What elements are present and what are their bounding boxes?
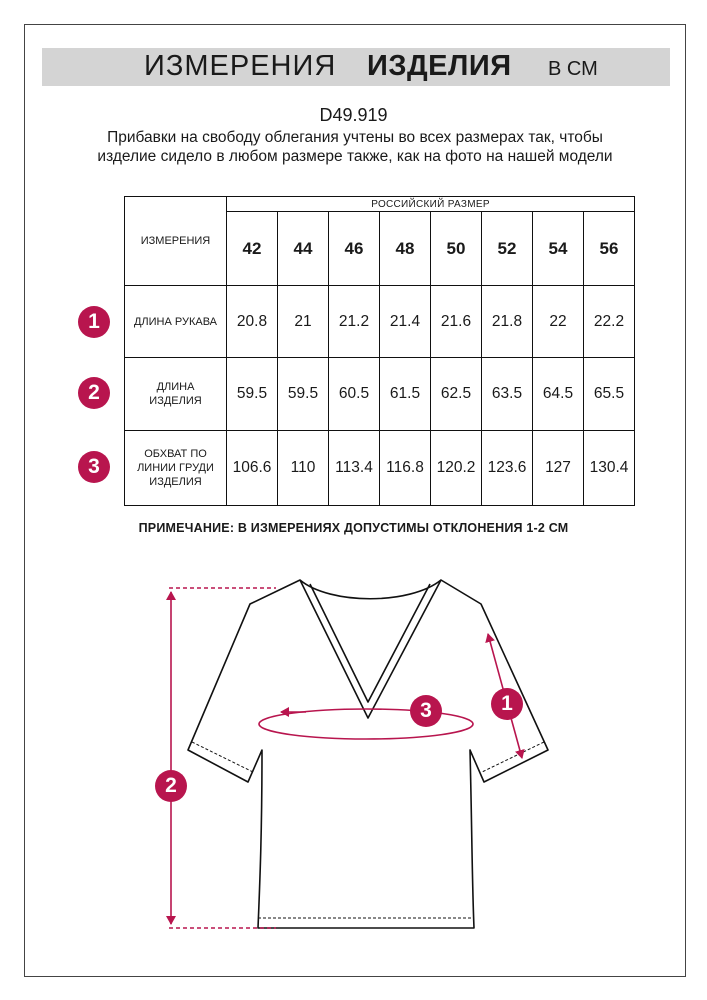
row-badge-3: 3 xyxy=(78,451,110,483)
table-cell: 22 xyxy=(533,286,584,358)
table-cell: 21.4 xyxy=(380,286,431,358)
size-group-header: РОССИЙСКИЙ РАЗМЕР xyxy=(227,197,635,212)
diagram-badge-3: 3 xyxy=(410,695,442,727)
measure-lines xyxy=(169,588,522,928)
size-header: 42 xyxy=(227,212,278,286)
row-label-garment-length: ДЛИНА ИЗДЕЛИЯ xyxy=(125,358,227,431)
table-cell: 20.8 xyxy=(227,286,278,358)
tshirt-outline xyxy=(188,580,548,928)
table-cell: 61.5 xyxy=(380,358,431,431)
table-cell: 110 xyxy=(278,431,329,506)
size-header: 56 xyxy=(584,212,635,286)
article-code: D49.919 xyxy=(319,105,388,125)
title-part2: ИЗДЕЛИЯ xyxy=(367,50,512,82)
table-cell: 106.6 xyxy=(227,431,278,506)
size-header: 52 xyxy=(482,212,533,286)
table-cell: 116.8 xyxy=(380,431,431,506)
table-cell: 21.6 xyxy=(431,286,482,358)
size-header: 44 xyxy=(278,212,329,286)
table-cell: 65.5 xyxy=(584,358,635,431)
table-cell: 123.6 xyxy=(482,431,533,506)
row-badge-2: 2 xyxy=(78,377,110,409)
size-header: 48 xyxy=(380,212,431,286)
table-cell: 21.8 xyxy=(482,286,533,358)
table-cell: 59.5 xyxy=(227,358,278,431)
tolerance-note: ПРИМЕЧАНИЕ: В ИЗМЕРЕНИЯХ ДОПУСТИМЫ ОТКЛОНЕНИЯ 1-2 СМ xyxy=(138,521,569,535)
row-label-sleeve-length: ДЛИНА РУКАВА xyxy=(125,286,227,358)
diagram-badge-2: 2 xyxy=(155,770,187,802)
table-cell: 120.2 xyxy=(431,431,482,506)
table-cell: 22.2 xyxy=(584,286,635,358)
table-cell: 130.4 xyxy=(584,431,635,506)
diagram-badge-1: 1 xyxy=(491,688,523,720)
table-cell: 113.4 xyxy=(329,431,380,506)
table-cell: 62.5 xyxy=(431,358,482,431)
size-header: 50 xyxy=(431,212,482,286)
table-cell: 59.5 xyxy=(278,358,329,431)
title-unit: В СМ xyxy=(548,58,598,80)
row-label-chest-girth: ОБХВАТ ПО ЛИНИИ ГРУДИ ИЗДЕЛИЯ xyxy=(125,431,227,506)
table-cell: 63.5 xyxy=(482,358,533,431)
table-cell: 64.5 xyxy=(533,358,584,431)
title-part1: ИЗМЕРЕНИЯ xyxy=(144,50,337,82)
row-badge-1: 1 xyxy=(78,306,110,338)
table-cell: 60.5 xyxy=(329,358,380,431)
size-header: 54 xyxy=(533,212,584,286)
table-cell: 127 xyxy=(533,431,584,506)
fit-description: Прибавки на свободу облегания учтены во всех размерах так, чтобы изделие сидело в любом размере также, как на фото на нашей модели xyxy=(97,129,613,165)
size-header: 46 xyxy=(329,212,380,286)
table-cell: 21.2 xyxy=(329,286,380,358)
table-cell: 21 xyxy=(278,286,329,358)
corner-label: ИЗМЕРЕНИЯ xyxy=(125,197,227,286)
